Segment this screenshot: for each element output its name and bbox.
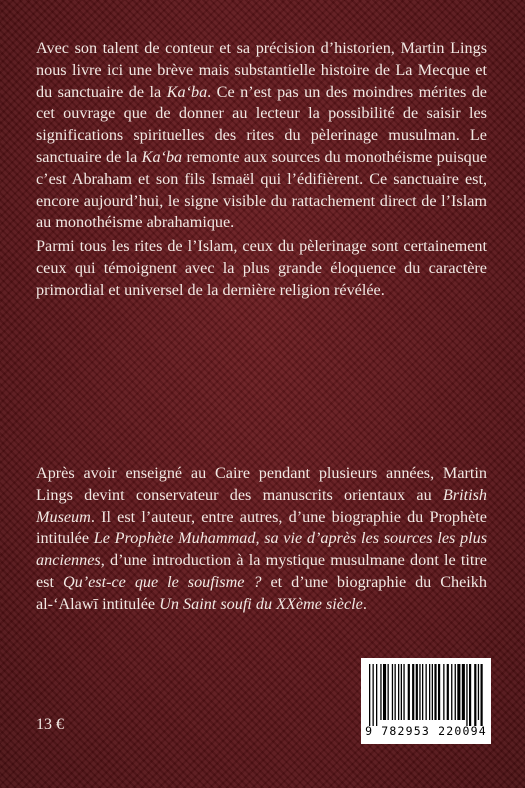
text-run: Après avoir enseigné au Caire pendant plusieurs années, Martin Lings devint conservateur des manuscrits orientaux au: [36, 464, 487, 504]
price-label: 13 €: [36, 716, 64, 733]
barcode-bar: [376, 664, 377, 726]
barcode-bar: [429, 664, 430, 720]
text-run: , d’une introduction à la mystique musulmane dont le titre est: [36, 551, 487, 591]
text-run: .: [362, 594, 367, 613]
barcode-bar: [426, 664, 427, 720]
barcode-bar: [451, 664, 452, 720]
barcode-bar: [388, 664, 389, 720]
barcode-bar: [416, 664, 418, 720]
barcode-bar: [412, 664, 414, 720]
barcode-bar: [401, 664, 402, 720]
barcode-bar: [478, 664, 479, 720]
barcode-bar: [457, 664, 460, 720]
text-run: remonte aux sources du monothéisme puisque c’est Abraham et son fils Ismaël qui l’édifièrent. Ce sanctuaire est, encore aujourd’hui, le signe visible du rattachement direct de l’Islam au monothéisme abrahamique.: [36, 147, 487, 232]
isbn-barcode: [361, 658, 491, 744]
text-run: . Ce n’est pas un des moindres mérites de cet ouvrage que de donner au lecteur la possibilité de saisir les significations spirituelles des rites du pèlerinage musulman. Le sanctuaire de la: [36, 82, 487, 166]
italic-text: British Museum: [36, 485, 487, 526]
text-run: Parmi tous les rites de l’Islam, ceux du pèlerinage sont certainement ceux qui témoignent avec la plus grande éloquence du caractère primordial et universel de la dernière religion révélée.: [36, 237, 487, 299]
pilgrimage-paragraph: [36, 236, 487, 301]
barcode-bar: [395, 664, 396, 720]
barcode-bar: [466, 664, 467, 726]
barcode-bar: [373, 664, 374, 726]
italic-text: Un Saint soufi du XXème siècle: [159, 594, 363, 613]
barcode-bars: [361, 658, 491, 726]
barcode-bar: [432, 664, 433, 720]
barcode-bar: [392, 664, 393, 720]
author-bio-paragraph: [36, 463, 487, 616]
barcode-bar: [481, 664, 483, 726]
italic-text: Ka‘ba: [166, 82, 208, 101]
text-run: et d’une biographie du Cheikh al-‘Alawī intitulée: [36, 572, 487, 613]
barcode-bar: [462, 664, 465, 720]
barcode-bar: [369, 664, 370, 726]
italic-text: Le Prophète Muhammad, sa vie d’après les sources les plus anciennes: [36, 529, 487, 570]
barcode-bar: [403, 664, 404, 720]
barcode-bar: [380, 664, 381, 720]
barcode-bar: [469, 664, 471, 726]
italic-text: Qu’est-ce que le soufisme ?: [62, 572, 262, 591]
barcode-digits: 9 782953 220094: [365, 724, 487, 738]
text-run: Avec son talent de conteur et sa précision d’historien, Martin Lings nous livre ici une brève mais substantielle histoire de La Mecque et du sanctuaire de la: [36, 39, 487, 101]
barcode-bar: [455, 664, 456, 720]
barcode-bar: [438, 664, 440, 720]
barcode-bar: [443, 664, 444, 720]
barcode-bar: [422, 664, 423, 720]
barcode-bar: [434, 664, 436, 720]
barcode-bar: [419, 664, 420, 720]
synopsis-paragraph: [36, 38, 487, 234]
italic-text: Ka‘ba: [141, 147, 183, 166]
barcode-bar: [447, 664, 449, 720]
text-run: . Il est l’auteur, entre autres, d’une biographie du Prophète intitulée: [36, 507, 487, 548]
barcode-bar: [383, 664, 386, 720]
barcode-bar: [398, 664, 399, 720]
barcode-bar: [408, 664, 410, 720]
barcode-bar: [474, 664, 476, 726]
